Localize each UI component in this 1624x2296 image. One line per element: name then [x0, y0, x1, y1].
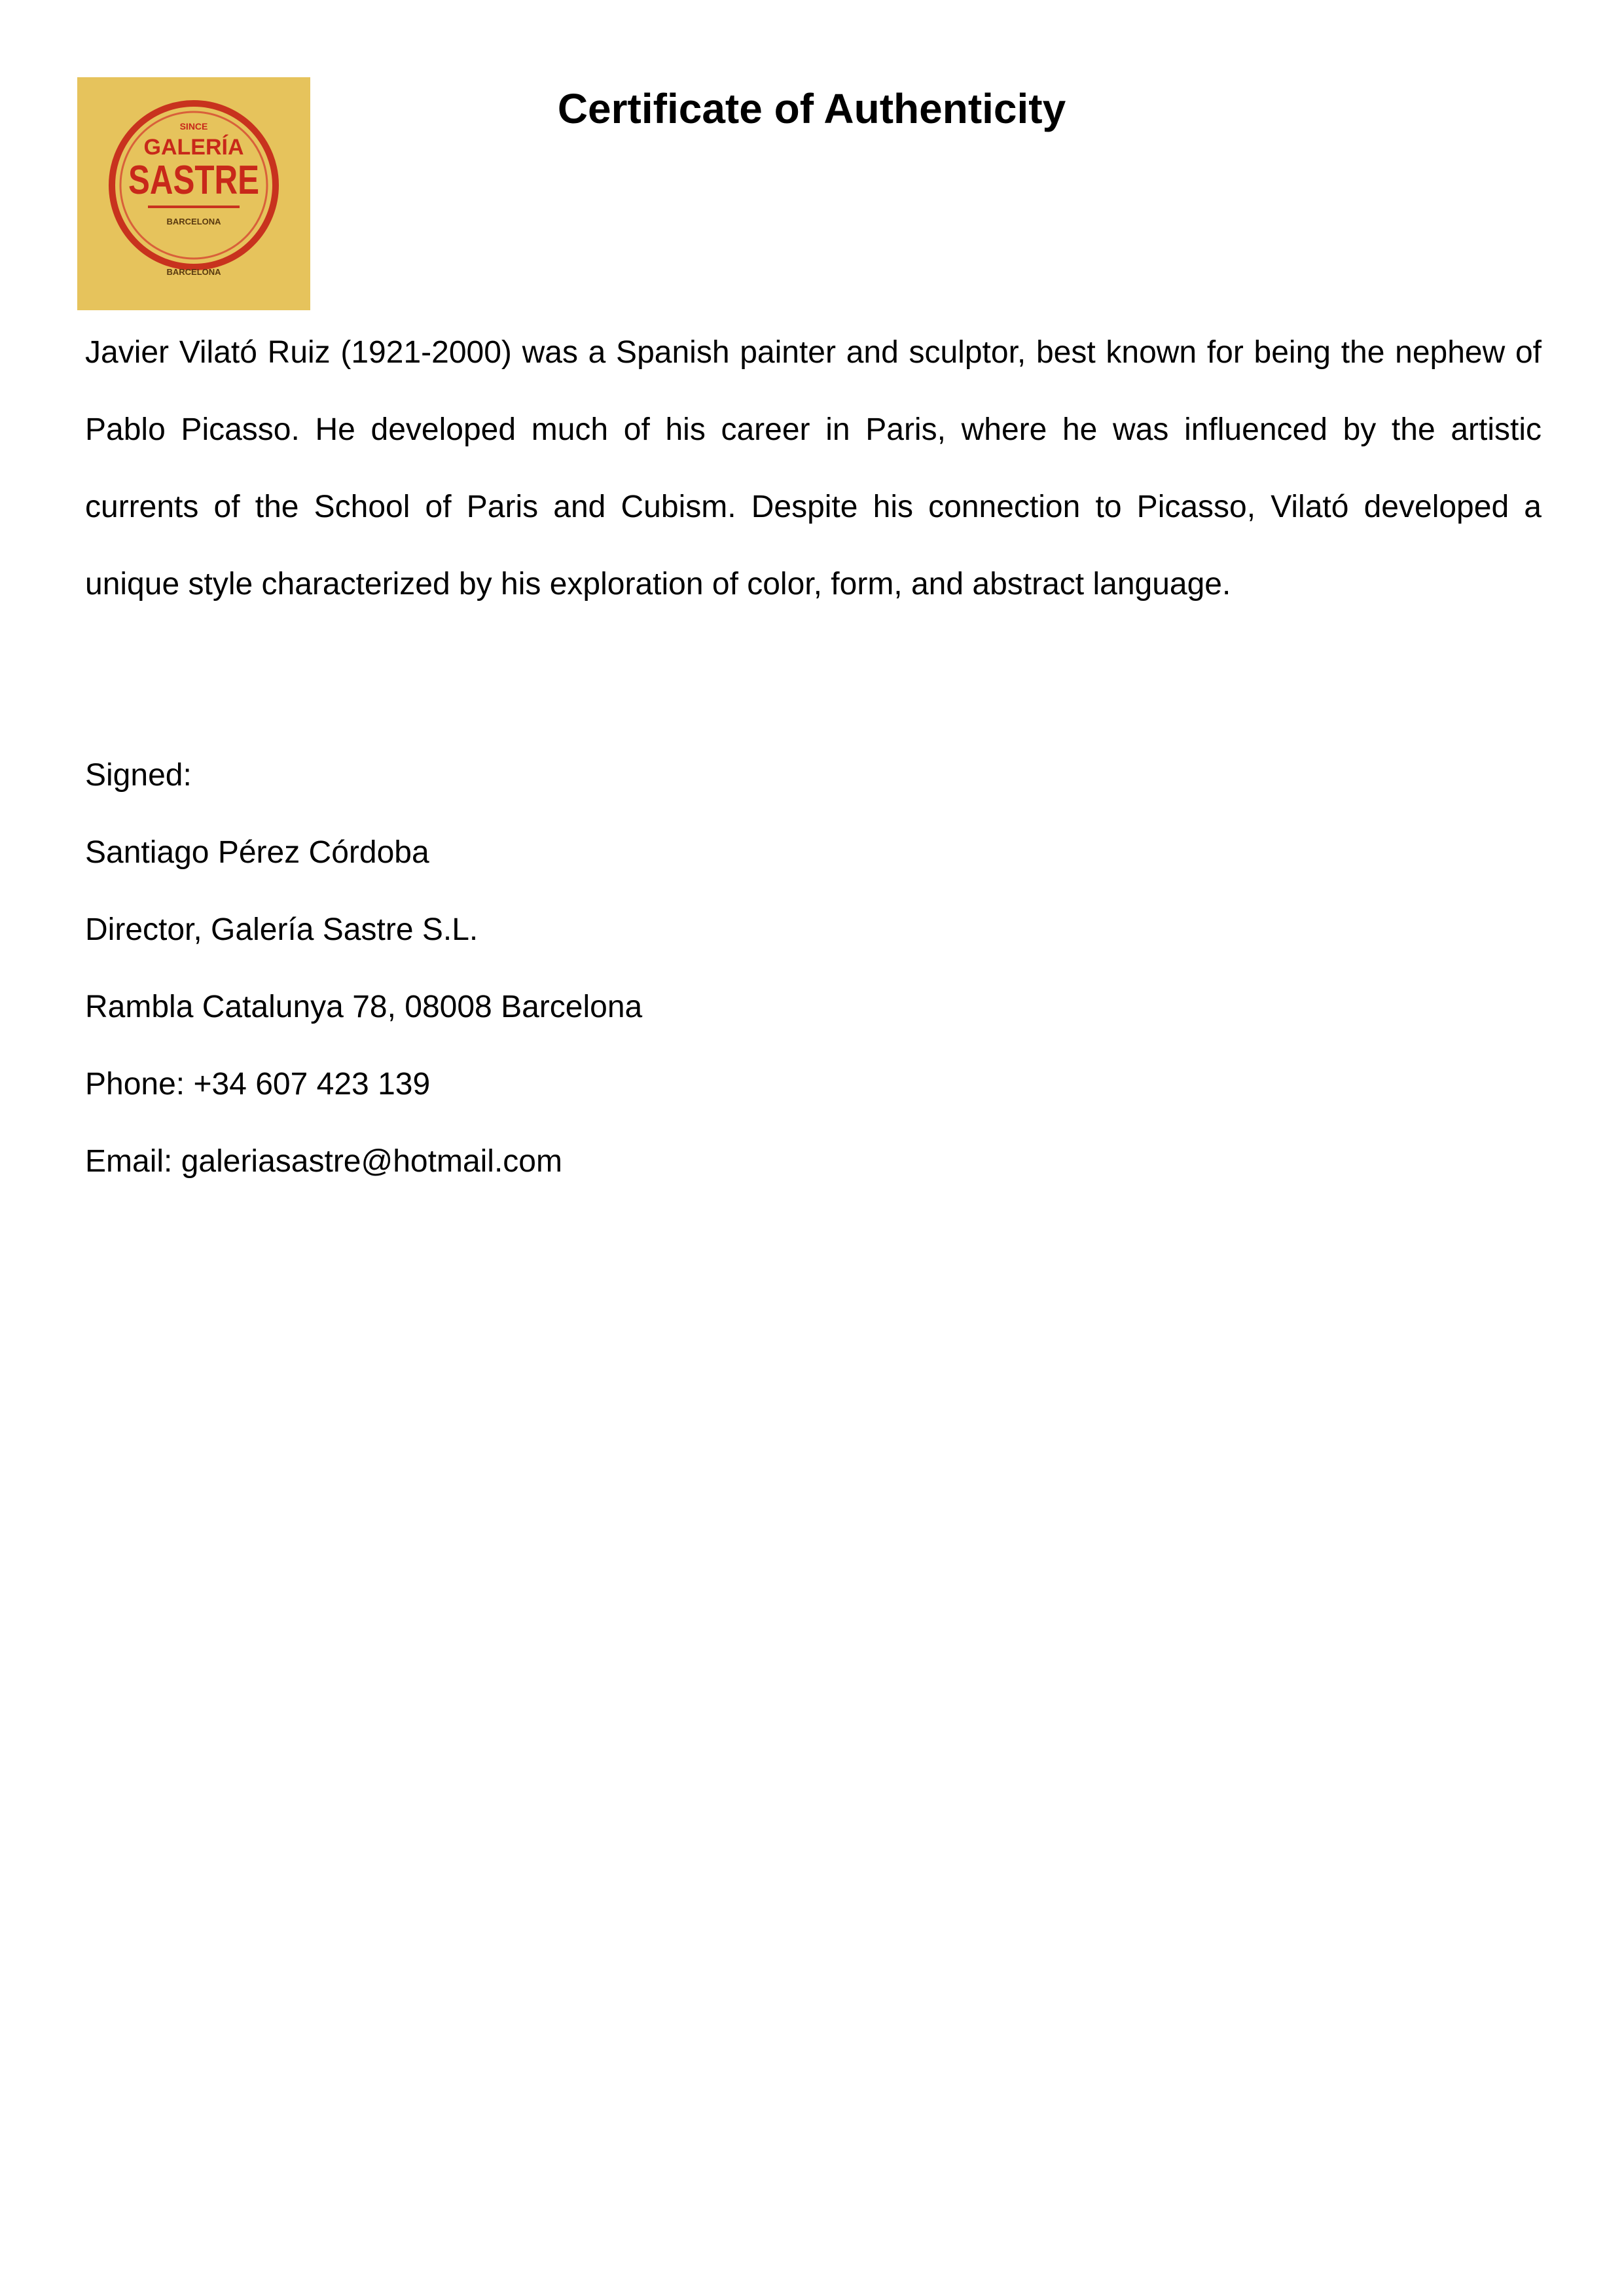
galeria-sastre-logo: [77, 77, 310, 310]
signer-name: Santiago Pérez Córdoba: [85, 835, 429, 870]
body-paragraph: Javier Vilató Ruiz (1921-2000) was a Spanish painter and sculptor, best known for being the nephew of Pablo Picasso. He developed much of his career in Paris, where he was influenced by the artistic currents of the School of Paris and Cubism. Despite his connection to Picasso, Vilató developed a unique style characterized by his exploration of color, form, and abstract language.: [85, 335, 1542, 601]
gallery-email: Email: galeriasastre@hotmail.com: [85, 1144, 562, 1179]
logo-city-inner: BARCELONA: [166, 217, 221, 226]
logo-city-outer: BARCELONA: [166, 267, 221, 277]
logo-top-text: SINCE: [179, 121, 208, 132]
page-title: Certificate of Authenticity: [557, 85, 1066, 132]
logo-brand-line2: SASTRE: [128, 158, 259, 203]
gallery-address: Rambla Catalunya 78, 08008 Barcelona: [85, 990, 643, 1024]
signer-role: Director, Galería Sastre S.L.: [85, 912, 478, 947]
logo-brand-line1: GALERÍA: [143, 135, 244, 160]
signature-block: [85, 737, 1394, 1200]
gallery-phone: Phone: +34 607 423 139: [85, 1067, 431, 1102]
signed-label: Signed:: [85, 758, 192, 793]
seal-logo-icon: [77, 77, 310, 310]
